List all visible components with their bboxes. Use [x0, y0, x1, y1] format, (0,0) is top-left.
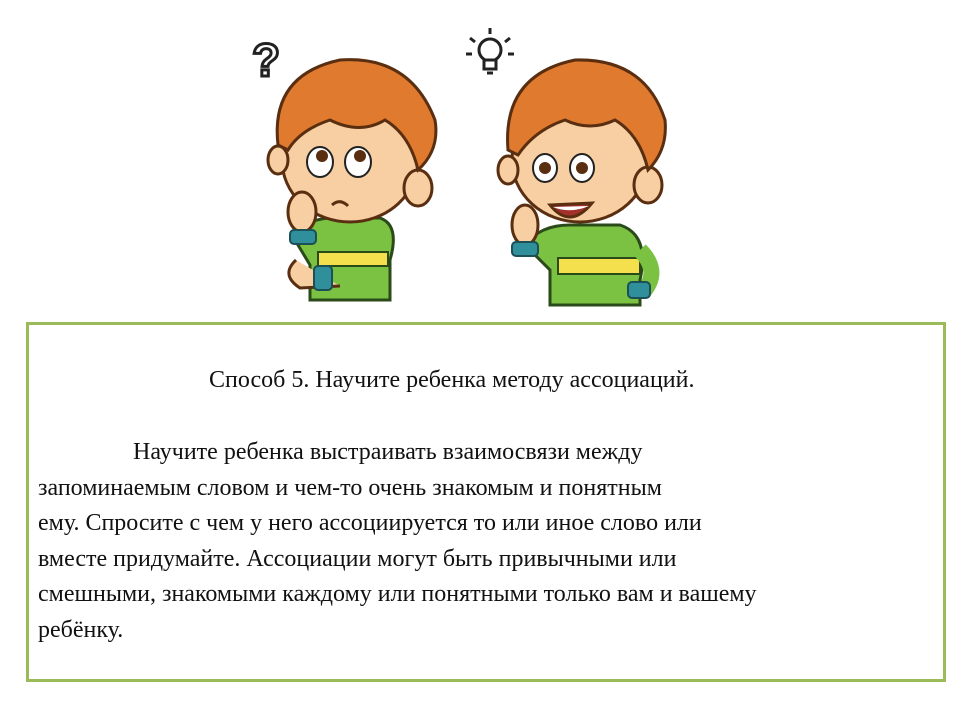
paragraph-line: ребёнку. [38, 616, 124, 643]
question-mark-icon: ? [252, 34, 281, 86]
boys-illustration [240, 20, 680, 310]
lightbulb-icon [466, 28, 514, 73]
happy-boy [498, 60, 665, 305]
method-description [38, 435, 938, 648]
paragraph-line: запоминаемым словом и чем-то очень знакомым и понятным [38, 474, 662, 501]
paragraph-line: Научите ребенка выстраивать взаимосвязи между [133, 439, 643, 465]
paragraph-line: вместе придумайте. Ассоциации могут быть привычными или [38, 545, 677, 572]
paragraph-line: ему. Спросите с чем у него ассоциируется то или иное слово или [38, 510, 702, 536]
paragraph-line: смешными, знакомыми каждому или понятными только вам и вашему [38, 581, 757, 607]
method-heading: Способ 5. Научите ребенка методу ассоциаций. [209, 367, 695, 393]
thinking-boy [268, 60, 436, 300]
content-box [26, 322, 946, 682]
